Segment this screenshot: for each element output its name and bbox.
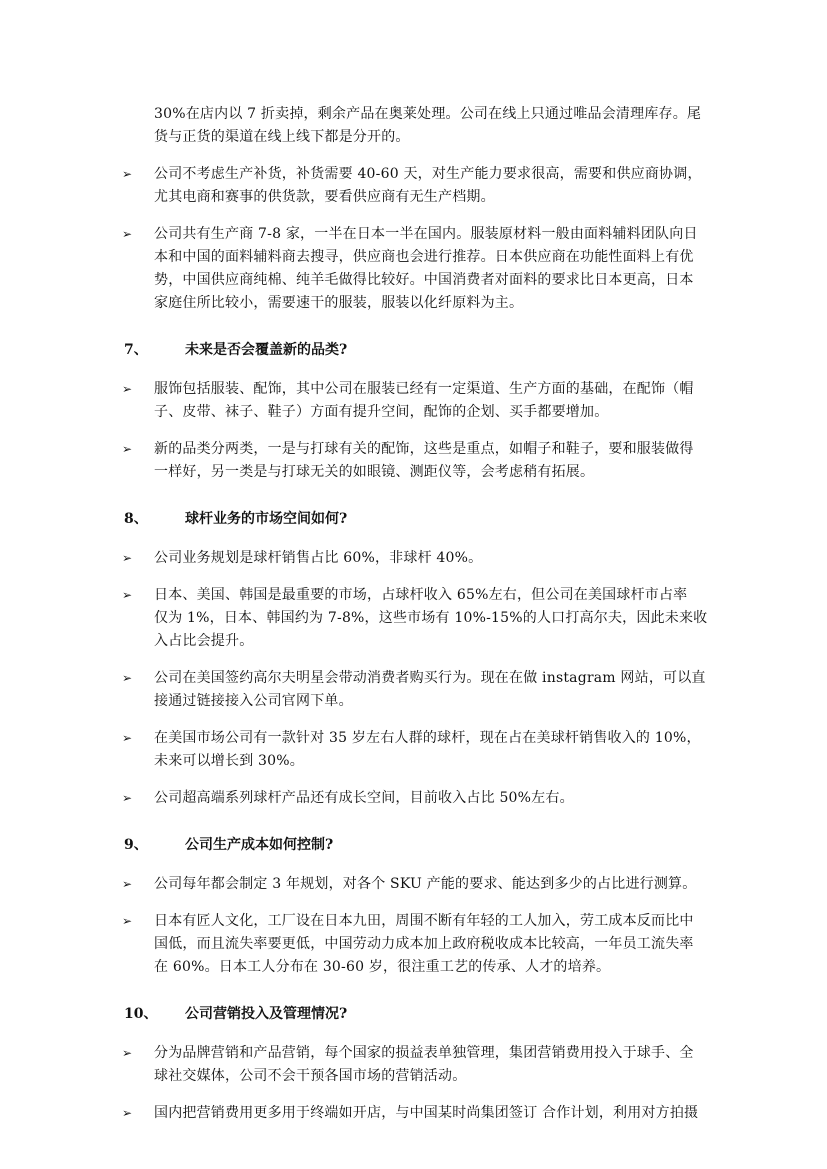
bullet-arrow-icon: ➢ [122, 167, 133, 181]
bullet-item-line: 服饰包括服装、配饰，其中公司在服装已经有一定渠道、生产方面的基础，在配饰（帽 [154, 381, 694, 397]
bullet-item-line: 子、皮带、袜子、鞋子）方面有提升空间，配饰的企划、买手都要增加。 [154, 404, 609, 420]
bullet-item-line: 在 60%。日本工人分布在 30-60 岁，很注重工艺的传承、人才的培养。 [154, 959, 611, 975]
bullet-item-line: 仅为 1%，日本、韩国约为 7-8%，这些市场有 10%-15%的人口打高尔夫，因此未来收 [154, 610, 708, 626]
bullet-arrow-icon: ➢ [122, 442, 133, 456]
paragraph-line: 30%在店内以 7 折卖掉，剩余产品在奥莱处理。公司在线上只通过唯品会清理库存。尾 [154, 106, 702, 122]
bullet-item-line: 公司业务规划是球杆销售占比 60%，非球杆 40%。 [154, 550, 483, 566]
bullet-item-line: 分为品牌营销和产品营销，每个国家的损益表单独管理，集团营销费用投入于球手、全 [154, 1045, 694, 1061]
bullet-arrow-icon: ➢ [122, 588, 133, 602]
bullet-arrow-icon: ➢ [122, 1046, 133, 1060]
bullet-item-line: 日本有匠人文化，工厂设在日本九田，周围不断有年轻的工人加入，劳工成本反而比中 [154, 913, 694, 929]
bullet-item-line: 公司不考虑生产补货，补货需要 40-60 天，对生产能力要求很高，需要和供应商协调， [154, 166, 702, 182]
bullet-arrow-icon: ➢ [122, 914, 133, 928]
bullet-item-line: 公司超高端系列球杆产品还有成长空间，目前收入占比 50%左右。 [154, 790, 574, 806]
section-number: 8、 [124, 511, 148, 527]
bullet-item-line: 入占比会提升。 [154, 633, 254, 649]
bullet-item-line: 公司共有生产商 7-8 家，一半在日本一半在国内。服装原材料一般由面料辅料团队向日 [154, 226, 698, 242]
bullet-arrow-icon: ➢ [122, 791, 133, 805]
bullet-item-line: 国低，而且流失率要更低，中国劳动力成本加上政府税收成本比较高，一年员工流失率 [154, 936, 694, 952]
bullet-item-line: 在美国市场公司有一款针对 35 岁左右人群的球杆，现在占在美球杆销售收入的 10%， [154, 730, 701, 746]
bullet-item-line: 势，中国供应商纯棉、纯羊毛做得比较好。中国消费者对面料的要求比日本更高，日本 [154, 272, 694, 288]
section-heading: 球杆业务的市场空间如何? [185, 511, 348, 527]
bullet-item-line: 新的品类分两类，一是与打球有关的配饰，这些是重点，如帽子和鞋子，要和服装做得 [154, 441, 694, 457]
bullet-item-line: 球社交媒体，公司不会干预各国市场的营销活动。 [154, 1068, 467, 1084]
bullet-item-line: 家庭住所比较小，需要速干的服装，服装以化纤原料为主。 [154, 295, 524, 311]
bullet-item-line: 未来可以增长到 30%。 [154, 753, 304, 769]
bullet-item-line: 国内把营销费用更多用于终端如开店，与中国某时尚集团签订 合作计划，利用对方拍摄 [154, 1105, 699, 1121]
bullet-item-line: 公司在美国签约高尔夫明星会带动消费者购买行为。现在在做 instagram 网站，可以直 [154, 670, 706, 686]
section-number: 10、 [124, 1006, 158, 1022]
bullet-arrow-icon: ➢ [122, 671, 133, 685]
bullet-item-line: 公司每年都会制定 3 年规划，对各个 SKU 产能的要求、能达到多少的占比进行测算。 [154, 876, 697, 892]
bullet-item-line: 本和中国的面料辅料商去搜寻，供应商也会进行推荐。日本供应商在功能性面料上有优 [154, 249, 694, 265]
bullet-arrow-icon: ➢ [122, 551, 133, 565]
bullet-arrow-icon: ➢ [122, 382, 133, 396]
bullet-item-line: 日本、美国、韩国是最重要的市场，占球杆收入 65%左右，但公司在美国球杆市占率 [154, 587, 688, 603]
section-heading: 公司营销投入及管理情况? [185, 1006, 348, 1022]
bullet-item-line: 接通过链接接入公司官网下单。 [154, 693, 353, 709]
bullet-arrow-icon: ➢ [122, 731, 133, 745]
bullet-item-line: 一样好，另一类是与打球无关的如眼镜、测距仪等，会考虑稍有拓展。 [154, 464, 595, 480]
bullet-arrow-icon: ➢ [122, 1106, 133, 1120]
bullet-item-line: 尤其电商和赛事的供货款，要看供应商有无生产档期。 [154, 189, 495, 205]
section-number: 9、 [124, 837, 148, 853]
bullet-arrow-icon: ➢ [122, 877, 133, 891]
section-heading: 未来是否会覆盖新的品类? [185, 342, 348, 358]
paragraph-line: 货与正货的渠道在线上线下都是分开的。 [154, 129, 410, 145]
bullet-arrow-icon: ➢ [122, 227, 133, 241]
section-heading: 公司生产成本如何控制? [185, 837, 334, 853]
section-number: 7、 [124, 342, 148, 358]
